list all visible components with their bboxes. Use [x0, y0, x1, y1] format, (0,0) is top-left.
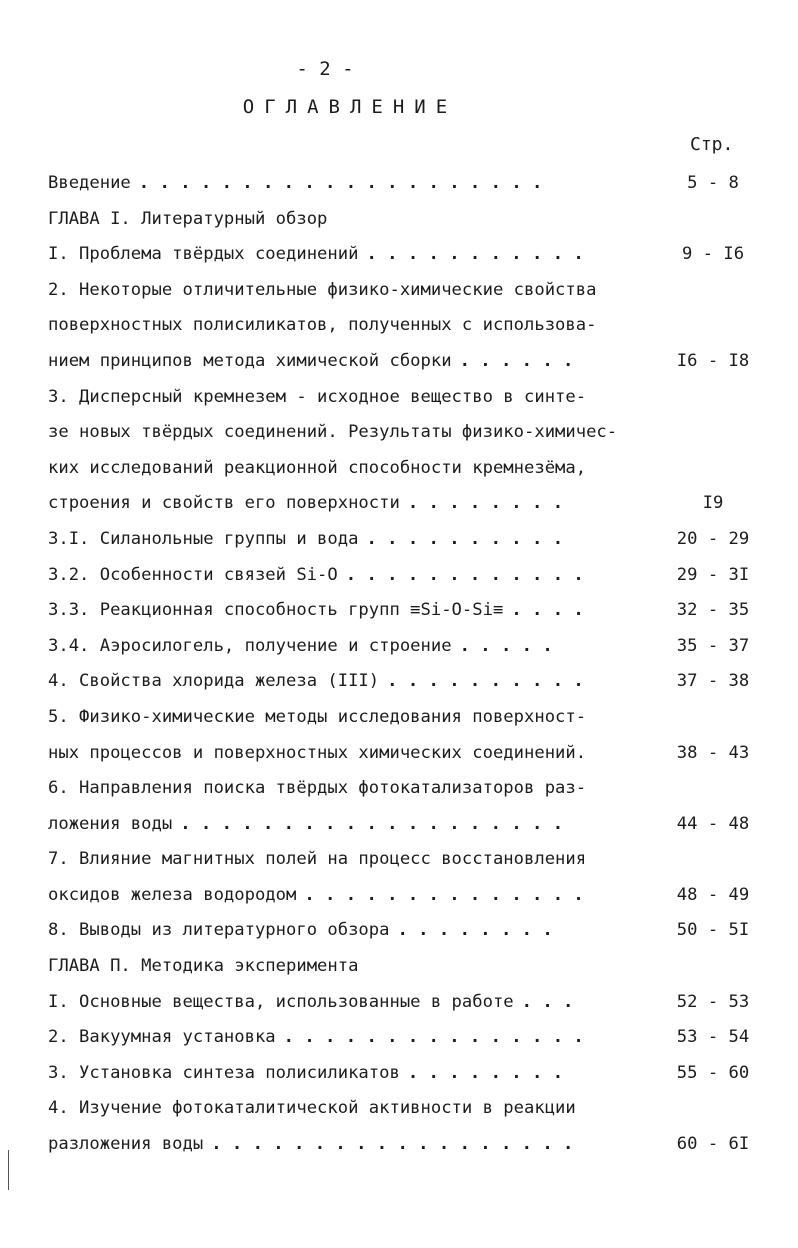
- toc-entry: [48, 913, 758, 949]
- toc-entry-text: ложения воды: [48, 813, 173, 834]
- toc-page-range: 5 - 8: [687, 173, 739, 193]
- toc-entry-text: 3. Дисперсный кремнезем - исходное вещество в синте-: [48, 386, 587, 407]
- toc-page-range: 44 - 48: [676, 813, 750, 834]
- toc-entry: [48, 949, 758, 985]
- toc-entry-text: 2. Вакуумная установка: [48, 1027, 276, 1048]
- toc-entry-text: разложения воды: [48, 1134, 204, 1155]
- toc-entry: [48, 807, 758, 843]
- toc-page-range: 32 - 35: [676, 600, 750, 621]
- margin-scan-line: [8, 1150, 9, 1190]
- toc-entry: [48, 202, 758, 238]
- toc-entry: [48, 451, 758, 487]
- toc-entry: [48, 522, 758, 558]
- toc-entry-text: ГЛАВА П. Методика эксперимента: [48, 956, 359, 977]
- toc-page-range: 50 - 5I: [676, 920, 750, 941]
- toc-leader-dots: . . . . . . . . . . .: [366, 244, 584, 265]
- toc-entry-text: зе новых твёрдых соединений. Результаты физико-химичес-: [48, 422, 618, 443]
- toc-page-range: 35 - 37: [676, 635, 750, 656]
- toc-entry: [48, 736, 758, 772]
- toc-leader-dots: . . . .: [511, 600, 584, 621]
- toc-leader-dots: . . . . . . . .: [407, 1062, 564, 1083]
- toc-entry: [48, 344, 758, 380]
- toc-page-range: 60 - 6I: [676, 1134, 750, 1155]
- toc-entry-text: оксидов железа водородом: [48, 884, 297, 905]
- table-of-contents: [48, 166, 758, 1163]
- toc-page-range: 53 - 54: [676, 1027, 750, 1048]
- toc-leader-dots: . . . . . . . . . . . . . . . . . . . .: [138, 173, 543, 193]
- page-title: ОГЛАВЛЕНИЕ: [242, 96, 458, 118]
- toc-page-range: 48 - 49: [676, 884, 750, 905]
- toc-leader-dots: . . . . . . . . . . . . . . . . . . .: [180, 813, 564, 834]
- toc-entry: [48, 771, 758, 807]
- toc-leader-dots: . . . . . .: [459, 350, 574, 371]
- toc-leader-dots: . . . . . . . . . . . . . . .: [283, 1027, 584, 1048]
- pages-column-label: Стр.: [690, 134, 734, 155]
- toc-entry-text: 5. Физико-химические методы исследования поверхност-: [48, 706, 587, 727]
- toc-entry: [48, 1127, 758, 1163]
- toc-leader-dots: . . . . . . . . . .: [366, 528, 564, 549]
- toc-entry-text: I. Проблема твёрдых соединений: [48, 244, 359, 265]
- toc-page-range: 55 - 60: [676, 1062, 750, 1083]
- toc-entry: [48, 166, 758, 202]
- toc-entry: [48, 842, 758, 878]
- toc-page-range: 37 - 38: [676, 671, 750, 692]
- toc-entry: [48, 593, 758, 629]
- toc-page-range: 20 - 29: [676, 528, 750, 549]
- toc-page-range: 38 - 43: [676, 742, 750, 763]
- toc-page-range: 9 - I6: [681, 244, 745, 265]
- toc-entry-text: ГЛАВА I. Литературный обзор: [48, 208, 328, 229]
- toc-entry: [48, 308, 758, 344]
- toc-entry: [48, 237, 758, 273]
- toc-entry: [48, 700, 758, 736]
- toc-entry-text: 4. Изучение фотокаталитической активности в реакции: [48, 1098, 576, 1119]
- toc-entry-text: строения и свойств его поверхности: [48, 493, 400, 514]
- toc-entry-text: I. Основные вещества, использованные в работе: [48, 991, 514, 1012]
- toc-entry: [48, 415, 758, 451]
- toc-entry-text: 3.4. Аэросилогель, получение и строение: [48, 635, 452, 656]
- toc-entry-text: поверхностных полисиликатов, полученных с использова-: [48, 315, 597, 336]
- toc-entry: [48, 664, 758, 700]
- toc-leader-dots: . . .: [521, 991, 574, 1012]
- toc-leader-dots: . . . . . . . .: [397, 920, 553, 941]
- toc-leader-dots: . . . . . . . . . . . . . .: [304, 884, 584, 905]
- toc-entry: [48, 486, 758, 522]
- toc-entry-text: ких исследований реакционной способности кремнезёма,: [48, 457, 587, 478]
- toc-entry-text: 3.2. Особенности связей Si-O: [48, 564, 338, 585]
- toc-entry-text: 3.3. Реакционная способность групп ≡Si-O-Si≡: [48, 600, 504, 621]
- toc-entry: [48, 629, 758, 665]
- toc-entry: [48, 985, 758, 1021]
- toc-entry-text: 8. Выводы из литературного обзора: [48, 920, 390, 941]
- toc-page-range: 52 - 53: [676, 991, 750, 1012]
- toc-page-range: I6 - I8: [676, 350, 750, 371]
- toc-leader-dots: . . . . .: [459, 635, 553, 656]
- toc-entry: [48, 1091, 758, 1127]
- toc-entry-text: 2. Некоторые отличительные физико-химические свойства: [48, 279, 597, 300]
- toc-page-range: I9: [702, 493, 724, 514]
- toc-entry: [48, 1020, 758, 1056]
- toc-entry-text: 4. Свойства хлорида железа (III): [48, 671, 380, 692]
- toc-leader-dots: . . . . . . . . . . . .: [345, 564, 584, 585]
- toc-entry-text: Введение: [48, 173, 131, 193]
- toc-entry: [48, 273, 758, 309]
- toc-entry-text: 7. Влияние магнитных полей на процесс восстановления: [48, 849, 587, 870]
- toc-entry: [48, 878, 758, 914]
- toc-page-range: 29 - 3I: [676, 564, 750, 585]
- toc-entry-text: ных процессов и поверхностных химических соединений.: [48, 742, 587, 763]
- toc-leader-dots: . . . . . . . .: [407, 493, 564, 514]
- toc-leader-dots: . . . . . . . . . .: [387, 671, 584, 692]
- toc-entry: [48, 380, 758, 416]
- toc-entry-text: 3.I. Силанольные группы и вода: [48, 528, 359, 549]
- toc-leader-dots: . . . . . . . . . . . . . . . . . .: [211, 1134, 574, 1155]
- toc-entry-text: нием принципов метода химической сборки: [48, 350, 452, 371]
- toc-entry-text: 3. Установка синтеза полисиликатов: [48, 1062, 400, 1083]
- toc-entry-text: 6. Направления поиска твёрдых фотокатализаторов раз-: [48, 778, 587, 799]
- toc-entry: [48, 558, 758, 594]
- toc-entry: [48, 1056, 758, 1092]
- page-number: - 2 -: [296, 58, 354, 80]
